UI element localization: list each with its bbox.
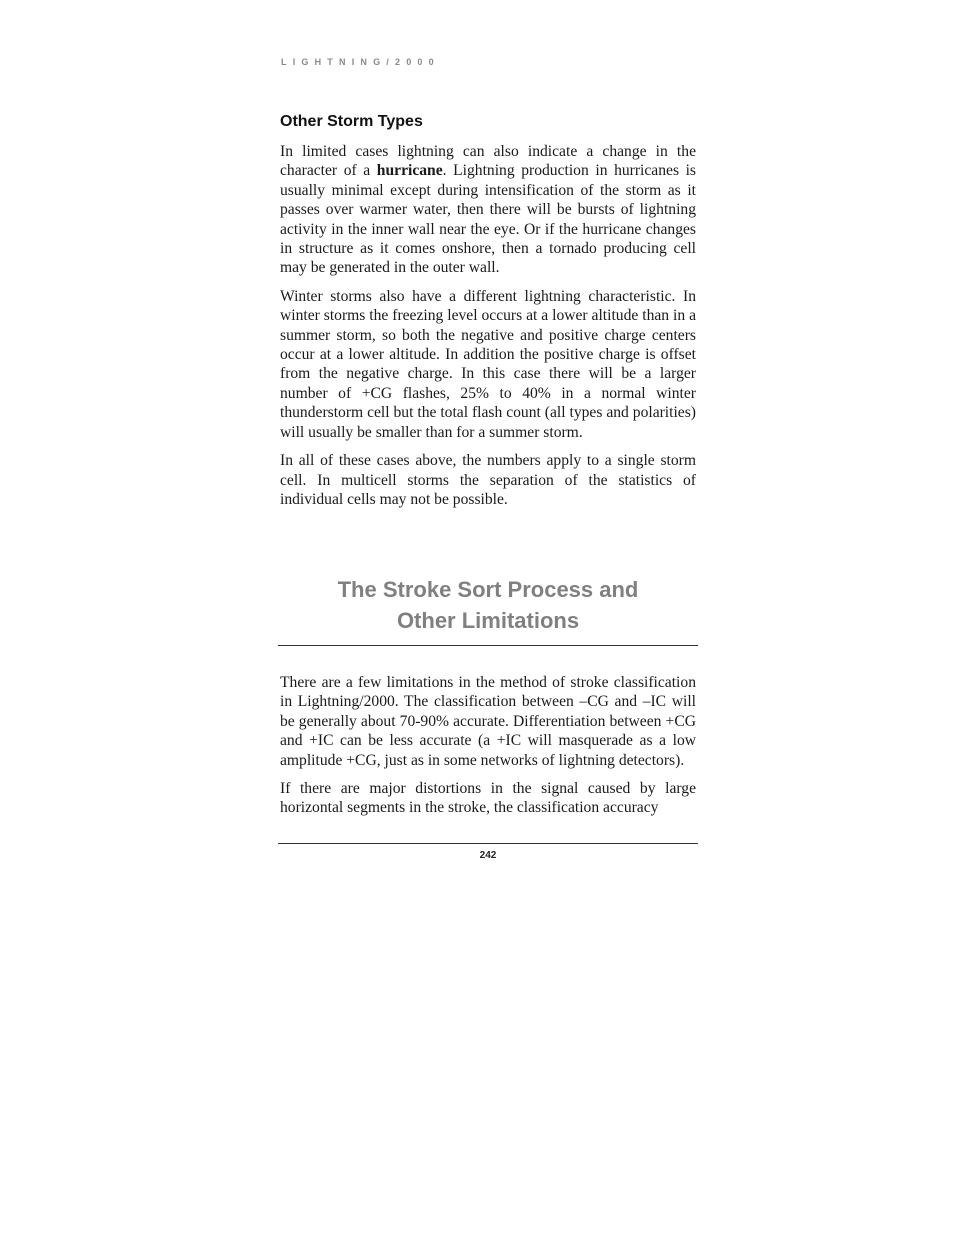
chapter-title-line-1: The Stroke Sort Process and	[337, 577, 639, 602]
paragraph-hurricane-end: . Lightning production in hurricanes is usually minimal except during intensification of the storm as it passes over warmer water, then there will be bursts of lightning activity in the inner wall near the eye. Or if the hurricane changes in structure as it comes onshore, then a tornado producing cell may be generated in the outer wall.	[280, 162, 696, 277]
chapter-title	[280, 574, 696, 636]
paragraph-storm-cells: In all of these cases above, the numbers apply to a single storm cell. In multicell storms the separation of the statistics of individual cells may not be possible.	[280, 452, 696, 508]
running-header: LIGHTNING/2000	[281, 57, 440, 67]
chapter-divider	[278, 645, 698, 646]
paragraph-winter-storms: Winter storms also have a different lightning characteristic. In winter storms the freezing level occurs at a lower altitude than in a summer storm, so both the negative and positive charge centers occur at a lower altitude. In addition the positive charge is offset from the negative charge. In this case there will be a larger number of +CG flashes, 25% to 40% in a normal winter thunderstorm cell but the total flash count (all types and polarities) will usually be smaller than for a summer storm.	[280, 287, 696, 441]
hurricane-term: hurricane	[376, 162, 443, 180]
section-other-storm-types	[280, 111, 696, 518]
section-stroke-sort	[280, 673, 696, 827]
chapter-title-line-2: Other Limitations	[396, 608, 580, 633]
paragraph-hurricane	[280, 142, 696, 278]
footer-divider	[278, 843, 698, 844]
paragraph-hurricane-start: In limited cases lightning can also indicate a change in the character of a	[280, 143, 696, 180]
page-number: 242	[479, 850, 497, 861]
paragraph-distortions: If there are major distortions in the signal caused by large horizontal segments in the stroke, the classification accuracy	[280, 780, 696, 817]
section-heading: Other Storm Types	[280, 113, 423, 130]
paragraph-limitations: There are a few limitations in the method of stroke classification in Lightning/2000. The classification between –CG and –IC will be generally about 70-90% accurate. Differentiation between +CG and +IC can be less accurate (a +IC will masquerade as a low amplitude +CG, just as in some networks of lightning detectors).	[280, 674, 696, 769]
